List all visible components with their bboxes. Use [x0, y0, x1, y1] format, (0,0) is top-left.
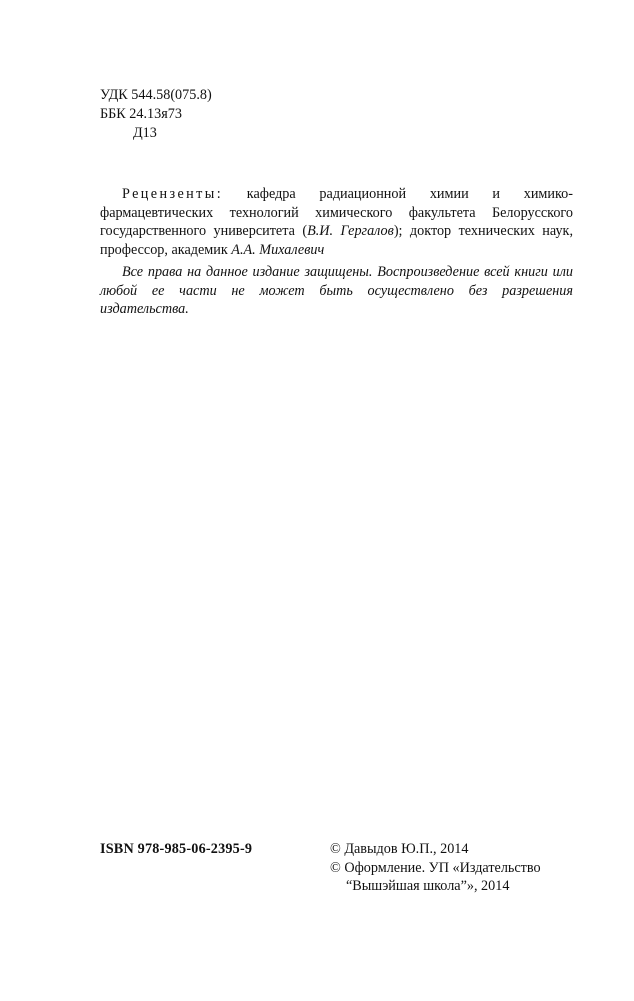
copyright-publisher: “Вышэйшая школа”», 2014	[346, 878, 510, 894]
author-mark: Д13	[133, 125, 157, 141]
rights-notice: Все права на данное издание защищены. Воспроизведение всей книги или любой ее части не может быть осуществлено без разрешения издательства.	[100, 264, 573, 317]
copyright-block	[330, 840, 541, 896]
bbk-code: ББК 24.13я73	[100, 106, 182, 122]
reviewers-label: Рецензенты:	[122, 186, 224, 202]
reviewer-name-2: А.А. Михалевич	[231, 241, 325, 258]
copyright-author: © Давыдов Ю.П., 2014	[330, 841, 469, 857]
udk-code: УДК 544.58(075.8)	[100, 87, 212, 103]
reviewers-text-1: кафедра радиационной химии и химико-фармацевтических технологий химического факультета Белорусского государственного университета (	[100, 186, 573, 239]
isbn: ISBN 978-985-06-2395-9	[100, 841, 253, 857]
classification-block	[100, 86, 212, 143]
reviewers-paragraph	[100, 185, 573, 259]
copyright-design: © Оформление. УП «Издательство	[330, 859, 541, 876]
reviewer-name-1: В.И. Гергалов	[307, 223, 394, 239]
reviewers-text-2: ); доктор технических наук, профессор, академик	[100, 223, 574, 258]
